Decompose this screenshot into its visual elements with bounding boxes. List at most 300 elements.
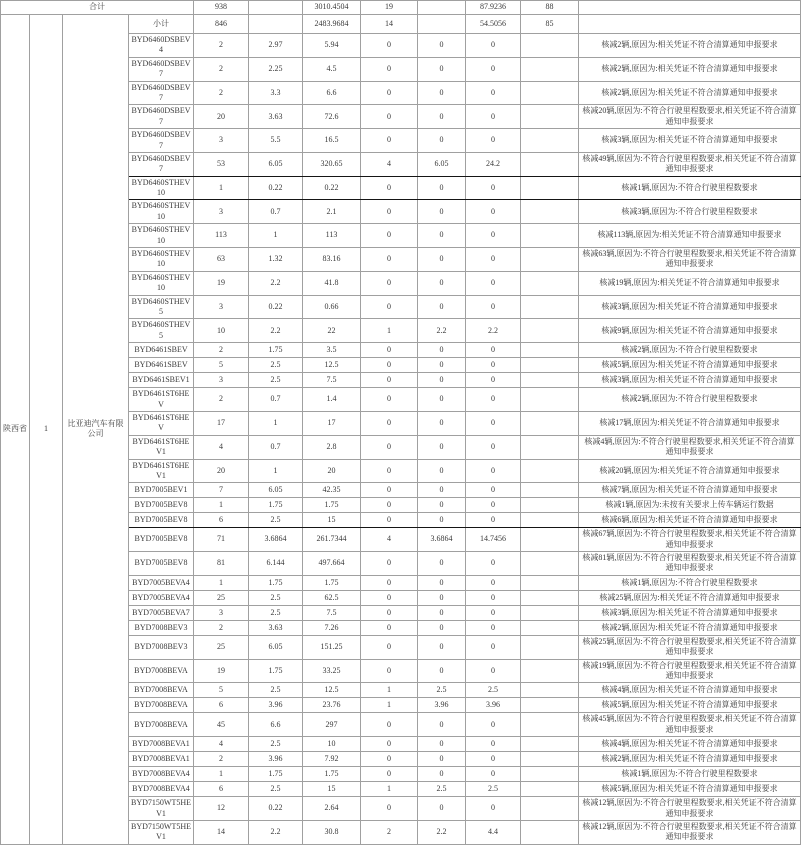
subtotal-amount: 2483.9684 (303, 15, 361, 34)
verified-amount-cell: 0 (466, 483, 521, 498)
verified-unit-cell: 0 (418, 513, 466, 528)
extra-cell (521, 575, 579, 590)
count-cell: 2 (194, 57, 249, 81)
reason-cell: 核减5辆,原因为:相关凭证不符合清算通知申报要求 (579, 698, 801, 713)
amount-cell: 62.5 (303, 590, 361, 605)
count-cell: 2 (194, 81, 249, 105)
reason-cell: 核减20辆,原因为:相关凭证不符合清算通知申报要求 (579, 459, 801, 483)
unit-amount-cell: 6.144 (249, 552, 303, 576)
verified-count-cell: 1 (361, 319, 418, 343)
grand-total-verified-count: 19 (361, 1, 418, 15)
verified-count-cell: 0 (361, 767, 418, 782)
count-cell: 3 (194, 605, 249, 620)
amount-cell: 22 (303, 319, 361, 343)
company-index: 1 (30, 15, 63, 845)
extra-cell (521, 411, 579, 435)
verified-unit-cell: 2.2 (418, 319, 466, 343)
verified-unit-cell: 0 (418, 411, 466, 435)
model-cell: BYD6460STHEV10 (129, 200, 194, 224)
unit-amount-cell: 6.05 (249, 635, 303, 659)
reason-cell: 核减7辆,原因为:相关凭证不符合清算通知申报要求 (579, 483, 801, 498)
unit-amount-cell: 1.75 (249, 659, 303, 683)
grand-total-unit-amount (249, 1, 303, 15)
count-cell: 4 (194, 435, 249, 459)
verified-count-cell: 0 (361, 620, 418, 635)
amount-cell: 10 (303, 737, 361, 752)
amount-cell: 2.8 (303, 435, 361, 459)
verified-unit-cell: 0 (418, 373, 466, 388)
extra-cell (521, 319, 579, 343)
unit-amount-cell: 0.7 (249, 200, 303, 224)
amount-cell: 12.5 (303, 358, 361, 373)
reason-cell: 核减19辆,原因为:相关凭证不符合清算通知申报要求 (579, 271, 801, 295)
subtotal-verified-count: 14 (361, 15, 418, 34)
verified-unit-cell: 0 (418, 358, 466, 373)
count-cell: 5 (194, 683, 249, 698)
unit-amount-cell: 3.6864 (249, 528, 303, 552)
reason-cell: 核减49辆,原因为:不符合行驶里程数要求,相关凭证不符合清算通知申报要求 (579, 152, 801, 176)
amount-cell: 1.75 (303, 767, 361, 782)
verified-count-cell: 0 (361, 752, 418, 767)
count-cell: 3 (194, 373, 249, 388)
count-cell: 25 (194, 590, 249, 605)
grand-total-verified-amount: 87.9236 (466, 1, 521, 15)
extra-cell (521, 737, 579, 752)
verified-amount-cell: 0 (466, 343, 521, 358)
verified-count-cell: 0 (361, 57, 418, 81)
amount-cell: 2.64 (303, 797, 361, 821)
unit-amount-cell: 0.7 (249, 388, 303, 412)
model-cell: BYD7005BEV8 (129, 528, 194, 552)
count-cell: 53 (194, 152, 249, 176)
verified-count-cell: 0 (361, 200, 418, 224)
verified-count-cell: 0 (361, 224, 418, 248)
verified-amount-cell: 0 (466, 81, 521, 105)
subtotal-unit-amount (249, 15, 303, 34)
model-cell: BYD6460DSBEV4 (129, 34, 194, 58)
verified-unit-cell: 0 (418, 34, 466, 58)
verified-amount-cell: 0 (466, 552, 521, 576)
extra-cell (521, 620, 579, 635)
unit-amount-cell: 2.2 (249, 820, 303, 844)
grand-total-count: 938 (194, 1, 249, 15)
extra-cell (521, 820, 579, 844)
model-cell: BYD7008BEVA (129, 698, 194, 713)
model-cell: BYD6460DSBEV7 (129, 152, 194, 176)
extra-cell (521, 152, 579, 176)
extra-cell (521, 373, 579, 388)
verified-unit-cell: 0 (418, 200, 466, 224)
extra-cell (521, 590, 579, 605)
verified-count-cell: 4 (361, 152, 418, 176)
unit-amount-cell: 2.5 (249, 605, 303, 620)
unit-amount-cell: 6.05 (249, 483, 303, 498)
extra-cell (521, 358, 579, 373)
verified-amount-cell: 0 (466, 752, 521, 767)
unit-amount-cell: 2.2 (249, 271, 303, 295)
extra-cell (521, 459, 579, 483)
extra-cell (521, 388, 579, 412)
count-cell: 5 (194, 358, 249, 373)
verified-amount-cell: 0 (466, 388, 521, 412)
grand-total-extra: 88 (521, 1, 579, 15)
amount-cell: 83.16 (303, 248, 361, 272)
reason-cell: 核减5辆,原因为:相关凭证不符合清算通知申报要求 (579, 358, 801, 373)
verified-amount-cell: 0 (466, 200, 521, 224)
verified-count-cell: 0 (361, 358, 418, 373)
model-cell: BYD6460STHEV10 (129, 248, 194, 272)
count-cell: 6 (194, 698, 249, 713)
amount-cell: 23.76 (303, 698, 361, 713)
extra-cell (521, 34, 579, 58)
verified-count-cell: 0 (361, 129, 418, 153)
amount-cell: 151.25 (303, 635, 361, 659)
verified-count-cell: 0 (361, 81, 418, 105)
unit-amount-cell: 1.32 (249, 248, 303, 272)
count-cell: 1 (194, 498, 249, 513)
verified-amount-cell: 4.4 (466, 820, 521, 844)
count-cell: 20 (194, 459, 249, 483)
verified-unit-cell: 0 (418, 224, 466, 248)
amount-cell: 72.6 (303, 105, 361, 129)
amount-cell: 12.5 (303, 683, 361, 698)
verified-count-cell: 0 (361, 459, 418, 483)
unit-amount-cell: 1.75 (249, 343, 303, 358)
verified-amount-cell: 0 (466, 129, 521, 153)
model-cell: BYD6460STHEV10 (129, 224, 194, 248)
province-label: 陕西省 (1, 15, 30, 845)
model-cell: BYD6460DSBEV7 (129, 81, 194, 105)
extra-cell (521, 81, 579, 105)
amount-cell: 42.35 (303, 483, 361, 498)
verified-amount-cell: 0 (466, 358, 521, 373)
model-cell: BYD6461SBEV (129, 358, 194, 373)
model-cell: BYD7005BEV8 (129, 552, 194, 576)
verified-count-cell: 0 (361, 737, 418, 752)
unit-amount-cell: 6.6 (249, 713, 303, 737)
model-cell: BYD7005BEV1 (129, 483, 194, 498)
reason-cell: 核减12辆,原因为:不符合行驶里程数要求,相关凭证不符合清算通知申报要求 (579, 820, 801, 844)
model-cell: BYD7005BEV8 (129, 498, 194, 513)
verified-count-cell: 4 (361, 528, 418, 552)
amount-cell: 17 (303, 411, 361, 435)
verified-amount-cell: 0 (466, 271, 521, 295)
reason-cell: 核减3辆,原因为:相关凭证不符合清算通知申报要求 (579, 605, 801, 620)
count-cell: 17 (194, 411, 249, 435)
reason-cell: 核减1辆,原因为:不符合行驶里程数要求 (579, 176, 801, 200)
model-cell: BYD6461SBEV1 (129, 373, 194, 388)
verified-amount-cell: 14.7456 (466, 528, 521, 552)
model-cell: BYD7008BEVA4 (129, 782, 194, 797)
unit-amount-cell: 3.96 (249, 698, 303, 713)
verified-amount-cell: 0 (466, 224, 521, 248)
extra-cell (521, 224, 579, 248)
verified-count-cell: 0 (361, 635, 418, 659)
count-cell: 2 (194, 752, 249, 767)
verified-unit-cell: 0 (418, 483, 466, 498)
amount-cell: 20 (303, 459, 361, 483)
verified-amount-cell: 0 (466, 373, 521, 388)
reason-cell: 核减5辆,原因为:相关凭证不符合清算通知申报要求 (579, 782, 801, 797)
unit-amount-cell: 1.75 (249, 575, 303, 590)
model-cell: BYD6460DSBEV7 (129, 105, 194, 129)
reason-cell: 核减4辆,原因为:不符合行驶里程数要求,相关凭证不符合清算通知申报要求 (579, 435, 801, 459)
unit-amount-cell: 0.22 (249, 797, 303, 821)
verified-count-cell: 0 (361, 34, 418, 58)
extra-cell (521, 797, 579, 821)
reason-cell: 核减81辆,原因为:不符合行驶里程数要求,相关凭证不符合清算通知申报要求 (579, 552, 801, 576)
verified-count-cell: 0 (361, 483, 418, 498)
extra-cell (521, 129, 579, 153)
verified-count-cell: 1 (361, 683, 418, 698)
verified-amount-cell: 0 (466, 605, 521, 620)
verified-unit-cell: 0 (418, 129, 466, 153)
extra-cell (521, 752, 579, 767)
amount-cell: 2.1 (303, 200, 361, 224)
amount-cell: 113 (303, 224, 361, 248)
unit-amount-cell: 2.5 (249, 513, 303, 528)
count-cell: 4 (194, 737, 249, 752)
amount-cell: 1.4 (303, 388, 361, 412)
amount-cell: 7.5 (303, 373, 361, 388)
amount-cell: 0.22 (303, 176, 361, 200)
reason-cell: 核减6辆,原因为:相关凭证不符合清算通知申报要求 (579, 513, 801, 528)
model-cell: BYD6460DSBEV7 (129, 129, 194, 153)
verified-count-cell: 0 (361, 435, 418, 459)
unit-amount-cell: 2.2 (249, 319, 303, 343)
amount-cell: 7.5 (303, 605, 361, 620)
extra-cell (521, 713, 579, 737)
verified-amount-cell: 2.2 (466, 319, 521, 343)
verified-amount-cell: 0 (466, 659, 521, 683)
extra-cell (521, 767, 579, 782)
verified-count-cell: 0 (361, 373, 418, 388)
amount-cell: 4.5 (303, 57, 361, 81)
model-cell: BYD7008BEVA (129, 683, 194, 698)
amount-cell: 5.94 (303, 34, 361, 58)
count-cell: 3 (194, 295, 249, 319)
model-cell: BYD7008BEVA4 (129, 767, 194, 782)
model-cell: BYD7008BEVA (129, 713, 194, 737)
verified-unit-cell: 2.5 (418, 782, 466, 797)
count-cell: 2 (194, 343, 249, 358)
extra-cell (521, 57, 579, 81)
verified-amount-cell: 3.96 (466, 698, 521, 713)
model-cell: BYD7008BEVA (129, 659, 194, 683)
reason-cell: 核减63辆,原因为:不符合行驶里程数要求,相关凭证不符合清算通知申报要求 (579, 248, 801, 272)
model-cell: BYD6460STHEV10 (129, 271, 194, 295)
unit-amount-cell: 2.97 (249, 34, 303, 58)
amount-cell: 33.25 (303, 659, 361, 683)
reason-cell: 核减2辆,原因为:相关凭证不符合清算通知申报要求 (579, 81, 801, 105)
count-cell: 2 (194, 620, 249, 635)
count-cell: 113 (194, 224, 249, 248)
verified-unit-cell: 0 (418, 605, 466, 620)
verified-unit-cell: 0 (418, 498, 466, 513)
count-cell: 12 (194, 797, 249, 821)
count-cell: 1 (194, 767, 249, 782)
verified-amount-cell: 0 (466, 57, 521, 81)
verified-unit-cell: 0 (418, 797, 466, 821)
amount-cell: 6.6 (303, 81, 361, 105)
verified-unit-cell: 3.6864 (418, 528, 466, 552)
extra-cell (521, 498, 579, 513)
verified-unit-cell: 0 (418, 343, 466, 358)
count-cell: 7 (194, 483, 249, 498)
verified-count-cell: 0 (361, 590, 418, 605)
verified-amount-cell: 0 (466, 797, 521, 821)
amount-cell: 15 (303, 513, 361, 528)
verified-count-cell: 0 (361, 295, 418, 319)
model-cell: BYD7008BEVA1 (129, 752, 194, 767)
verified-unit-cell: 0 (418, 81, 466, 105)
count-cell: 19 (194, 271, 249, 295)
verified-count-cell: 0 (361, 388, 418, 412)
unit-amount-cell: 3.63 (249, 620, 303, 635)
amount-cell: 15 (303, 782, 361, 797)
reason-cell: 核减113辆,原因为:相关凭证不符合清算通知申报要求 (579, 224, 801, 248)
verified-unit-cell: 2.5 (418, 683, 466, 698)
verified-amount-cell: 0 (466, 713, 521, 737)
amount-cell: 497.664 (303, 552, 361, 576)
amount-cell: 0.66 (303, 295, 361, 319)
verified-unit-cell: 0 (418, 635, 466, 659)
verified-amount-cell: 2.5 (466, 683, 521, 698)
unit-amount-cell: 2.5 (249, 683, 303, 698)
verified-count-cell: 0 (361, 343, 418, 358)
count-cell: 25 (194, 635, 249, 659)
count-cell: 2 (194, 34, 249, 58)
count-cell: 1 (194, 575, 249, 590)
model-cell: BYD6460STHEV5 (129, 295, 194, 319)
count-cell: 20 (194, 105, 249, 129)
extra-cell (521, 552, 579, 576)
verified-count-cell: 0 (361, 659, 418, 683)
amount-cell: 1.75 (303, 498, 361, 513)
model-cell: BYD7005BEVA4 (129, 590, 194, 605)
count-cell: 6 (194, 782, 249, 797)
unit-amount-cell: 5.5 (249, 129, 303, 153)
verified-amount-cell: 0 (466, 176, 521, 200)
verified-unit-cell: 0 (418, 752, 466, 767)
amount-cell: 16.5 (303, 129, 361, 153)
model-cell: BYD6460STHEV5 (129, 319, 194, 343)
subtotal-extra: 85 (521, 15, 579, 34)
extra-cell (521, 343, 579, 358)
reason-cell: 核减4辆,原因为:相关凭证不符合清算通知申报要求 (579, 737, 801, 752)
extra-cell (521, 200, 579, 224)
extra-cell (521, 605, 579, 620)
model-cell: BYD7150WT5HEV1 (129, 797, 194, 821)
verified-amount-cell: 2.5 (466, 782, 521, 797)
verified-count-cell: 0 (361, 552, 418, 576)
extra-cell (521, 483, 579, 498)
verified-count-cell: 0 (361, 176, 418, 200)
model-cell: BYD7008BEV3 (129, 620, 194, 635)
reason-cell: 核减19辆,原因为:不符合行驶里程数要求,相关凭证不符合清算通知申报要求 (579, 659, 801, 683)
verified-unit-cell: 3.96 (418, 698, 466, 713)
verified-count-cell: 0 (361, 575, 418, 590)
count-cell: 19 (194, 659, 249, 683)
unit-amount-cell: 2.5 (249, 737, 303, 752)
verified-count-cell: 0 (361, 271, 418, 295)
model-cell: BYD6461SBEV (129, 343, 194, 358)
subtotal-label: 小计 (129, 15, 194, 34)
reason-cell: 核减4辆,原因为:相关凭证不符合清算通知申报要求 (579, 683, 801, 698)
verified-unit-cell: 0 (418, 271, 466, 295)
verified-count-cell: 0 (361, 605, 418, 620)
model-cell: BYD6460STHEV10 (129, 176, 194, 200)
amount-cell: 41.8 (303, 271, 361, 295)
extra-cell (521, 683, 579, 698)
count-cell: 81 (194, 552, 249, 576)
reason-cell: 核减2辆,原因为:相关凭证不符合清算通知申报要求 (579, 620, 801, 635)
verified-unit-cell: 0 (418, 659, 466, 683)
model-cell: BYD7005BEVA7 (129, 605, 194, 620)
extra-cell (521, 435, 579, 459)
reason-cell: 核减2辆,原因为:相关凭证不符合清算通知申报要求 (579, 34, 801, 58)
unit-amount-cell: 0.22 (249, 176, 303, 200)
verified-unit-cell: 0 (418, 435, 466, 459)
verified-unit-cell: 0 (418, 105, 466, 129)
verified-unit-cell: 0 (418, 57, 466, 81)
reason-cell: 核减3辆,原因为:相关凭证不符合清算通知申报要求 (579, 373, 801, 388)
grand-total-label: 合计 (1, 1, 194, 15)
reason-cell: 核减3辆,原因为:相关凭证不符合清算通知申报要求 (579, 129, 801, 153)
verified-unit-cell: 0 (418, 713, 466, 737)
verified-unit-cell: 0 (418, 590, 466, 605)
verified-amount-cell: 0 (466, 105, 521, 129)
grand-total-verified-unit (418, 1, 466, 15)
subtotal-verified-unit (418, 15, 466, 34)
table-body (1, 1, 801, 845)
amount-cell: 7.92 (303, 752, 361, 767)
verified-unit-cell: 0 (418, 459, 466, 483)
reason-cell: 核减12辆,原因为:不符合行驶里程数要求,相关凭证不符合清算通知申报要求 (579, 797, 801, 821)
verified-count-cell: 2 (361, 820, 418, 844)
unit-amount-cell: 2.25 (249, 57, 303, 81)
reason-cell: 核减2辆,原因为:不符合行驶里程数要求 (579, 343, 801, 358)
unit-amount-cell: 0.7 (249, 435, 303, 459)
verified-amount-cell: 0 (466, 248, 521, 272)
company-name: 比亚迪汽车有限公司 (63, 15, 129, 845)
reason-cell: 核减2辆,原因为:相关凭证不符合清算通知申报要求 (579, 57, 801, 81)
amount-cell: 7.26 (303, 620, 361, 635)
reason-cell: 核减9辆,原因为:相关凭证不符合清算通知申报要求 (579, 319, 801, 343)
count-cell: 10 (194, 319, 249, 343)
verified-amount-cell: 0 (466, 620, 521, 635)
reason-cell: 核减1辆,原因为:不符合行驶里程数要求 (579, 767, 801, 782)
model-cell: BYD6461ST6HEV (129, 411, 194, 435)
unit-amount-cell: 3.3 (249, 81, 303, 105)
verified-unit-cell: 0 (418, 620, 466, 635)
verified-amount-cell: 0 (466, 737, 521, 752)
reason-cell: 核减67辆,原因为:不符合行驶里程数要求,相关凭证不符合清算通知申报要求 (579, 528, 801, 552)
extra-cell (521, 782, 579, 797)
grand-total-amount: 3010.4504 (303, 1, 361, 15)
model-cell: BYD6460DSBEV7 (129, 57, 194, 81)
model-cell: BYD7005BEV8 (129, 513, 194, 528)
reason-cell: 核减25辆,原因为:相关凭证不符合清算通知申报要求 (579, 590, 801, 605)
grand-total-row (1, 1, 801, 15)
extra-cell (521, 698, 579, 713)
unit-amount-cell: 2.5 (249, 782, 303, 797)
verified-amount-cell: 0 (466, 590, 521, 605)
verified-amount-cell: 0 (466, 411, 521, 435)
unit-amount-cell: 1 (249, 411, 303, 435)
verified-unit-cell: 0 (418, 575, 466, 590)
amount-cell: 320.65 (303, 152, 361, 176)
